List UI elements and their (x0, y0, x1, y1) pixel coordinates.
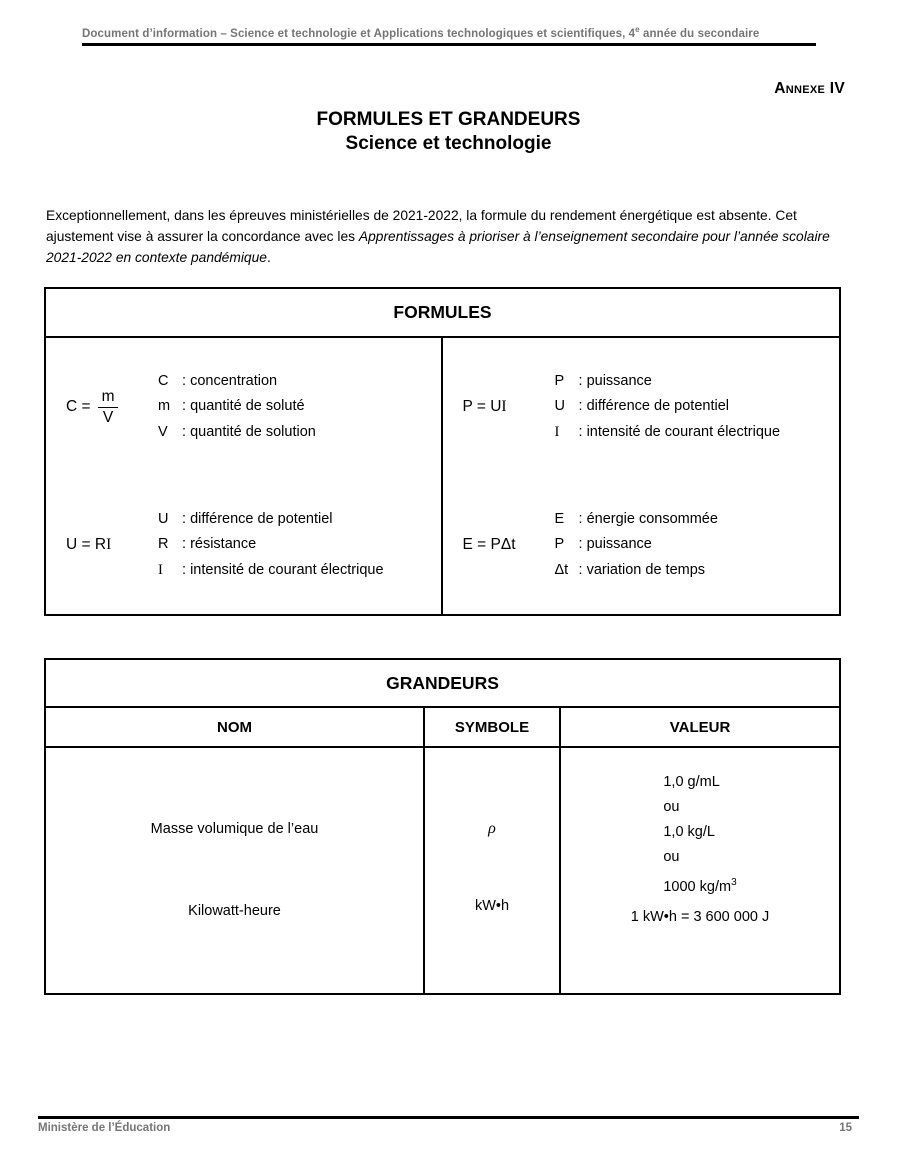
formula-prefix: P = U (462, 398, 502, 415)
legend-symbol: m (158, 398, 171, 415)
fraction (98, 388, 119, 427)
legend-description: : concentration (182, 369, 277, 395)
formula-legend (555, 369, 781, 446)
grandeurs-table-title: GRANDEURS (46, 660, 839, 708)
legend-description: : intensité de courant électrique (182, 558, 384, 584)
legend-description: : résistance (182, 532, 256, 558)
page-title-line1: FORMULES ET GRANDEURS (316, 109, 581, 130)
formula-cell-puissance (443, 338, 840, 476)
legend-row (555, 558, 718, 584)
grandeurs-table (44, 658, 841, 995)
formula-current-symbol: I (501, 398, 507, 415)
legend-symbol: P (554, 536, 565, 553)
legend-symbol: I (554, 423, 560, 440)
legend-row (555, 394, 781, 420)
intro-paragraph (46, 205, 838, 268)
legend-symbol: U (554, 398, 565, 415)
legend-description: : quantité de solution (182, 420, 316, 446)
formula-legend (158, 369, 316, 446)
legend-description: : intensité de courant électrique (579, 420, 781, 446)
formules-table-body (46, 338, 839, 614)
legend-row (158, 420, 316, 446)
value-line: 1,0 kg/L (663, 824, 715, 840)
formula-cell-concentration (46, 338, 443, 476)
formules-table (44, 287, 841, 616)
formula-resistance (66, 536, 158, 554)
column-symbole (425, 748, 561, 993)
legend-symbol: Δt (554, 561, 569, 578)
formula-puissance (463, 398, 555, 416)
grandeur-value-list (663, 770, 736, 900)
legend-row (158, 507, 384, 533)
fraction-denominator: V (102, 408, 114, 426)
grandeurs-column-headers (46, 708, 839, 748)
footer-rule (38, 1116, 859, 1119)
grandeur-name: Kilowatt-heure (188, 903, 281, 919)
footer (38, 1122, 852, 1134)
legend-description: : différence de potentiel (182, 507, 333, 533)
running-header-superscript: e (635, 25, 640, 34)
formula-cell-resistance (46, 476, 443, 614)
legend-description: : différence de potentiel (579, 394, 730, 420)
column-header-symbole: SYMBOLE (425, 708, 561, 746)
intro-normal-text: Exceptionnellement, dans les épreuves ministérielles de 2021-2022, la formule du rendement énergétique est absente. Cet ajustement vise à assurer la concordance avec les (46, 207, 797, 244)
running-header-text-end: année du secondaire (639, 27, 760, 40)
legend-row (555, 532, 718, 558)
column-valeur (561, 748, 839, 993)
legend-description: : puissance (579, 532, 652, 558)
running-header-text: Document d’information – Science et technologie et Applications technologiques et scientifiques, 4 (82, 27, 636, 40)
grandeur-name: Masse volumique de l’eau (150, 821, 319, 837)
grandeur-symbol-rho: ρ (488, 820, 496, 837)
legend-symbol: R (158, 536, 169, 553)
legend-row (555, 507, 718, 533)
value-exponent: 3 (731, 877, 737, 888)
footer-ministry: Ministère de l’Éducation (38, 1122, 171, 1134)
legend-symbol: E (554, 510, 565, 527)
formula-legend (555, 507, 718, 584)
legend-row (555, 369, 781, 395)
value-base: 1000 kg/m (663, 878, 732, 895)
legend-symbol: I (158, 561, 163, 578)
column-header-nom: NOM (46, 708, 425, 746)
value-line (663, 870, 736, 900)
legend-row (555, 420, 781, 446)
legend-symbol: P (554, 372, 565, 389)
legend-symbol: U (158, 510, 169, 527)
formula-lhs: C = (66, 398, 91, 415)
formules-table-title: FORMULES (46, 289, 839, 338)
column-nom (46, 748, 425, 993)
column-header-valeur: VALEUR (669, 718, 731, 736)
formula-cell-energie (443, 476, 840, 614)
legend-row (158, 558, 384, 584)
value-line: ou (663, 799, 680, 815)
value-line: ou (663, 849, 680, 865)
legend-row (158, 394, 316, 420)
legend-row (158, 532, 384, 558)
intro-end-punctuation: . (266, 249, 271, 265)
legend-description: : variation de temps (579, 558, 706, 584)
legend-row (158, 369, 316, 395)
legend-description: : énergie consommée (579, 507, 718, 533)
fraction-numerator: m (98, 388, 119, 408)
formula-energie (463, 536, 555, 554)
grandeurs-table-body (46, 748, 839, 993)
page-title (0, 108, 897, 156)
legend-symbol: C (158, 372, 169, 389)
running-header (82, 25, 816, 46)
formula-current-symbol: I (106, 536, 112, 553)
legend-description: : puissance (579, 369, 652, 395)
value-line: 1,0 g/mL (663, 774, 720, 790)
legend-description: : quantité de soluté (182, 394, 305, 420)
page-title-line2: Science et technologie (345, 133, 552, 154)
formula-concentration (66, 388, 158, 427)
annexe-label: Annexe IV (774, 80, 845, 97)
formula-prefix: U = R (66, 536, 107, 553)
grandeur-symbol-kwh: kW•h (474, 898, 510, 914)
formula-prefix: E = PΔt (462, 536, 516, 553)
intro-italic-title: Apprentissages à prioriser à l’enseignement secondaire pour l’année scolaire 2021-2022 en contexte pandémique (46, 228, 830, 265)
formula-legend (158, 507, 384, 584)
footer-page-number: 15 (839, 1122, 852, 1134)
grandeur-value-kwh: 1 kW•h = 3 600 000 J (630, 908, 770, 925)
legend-symbol: V (158, 423, 168, 440)
